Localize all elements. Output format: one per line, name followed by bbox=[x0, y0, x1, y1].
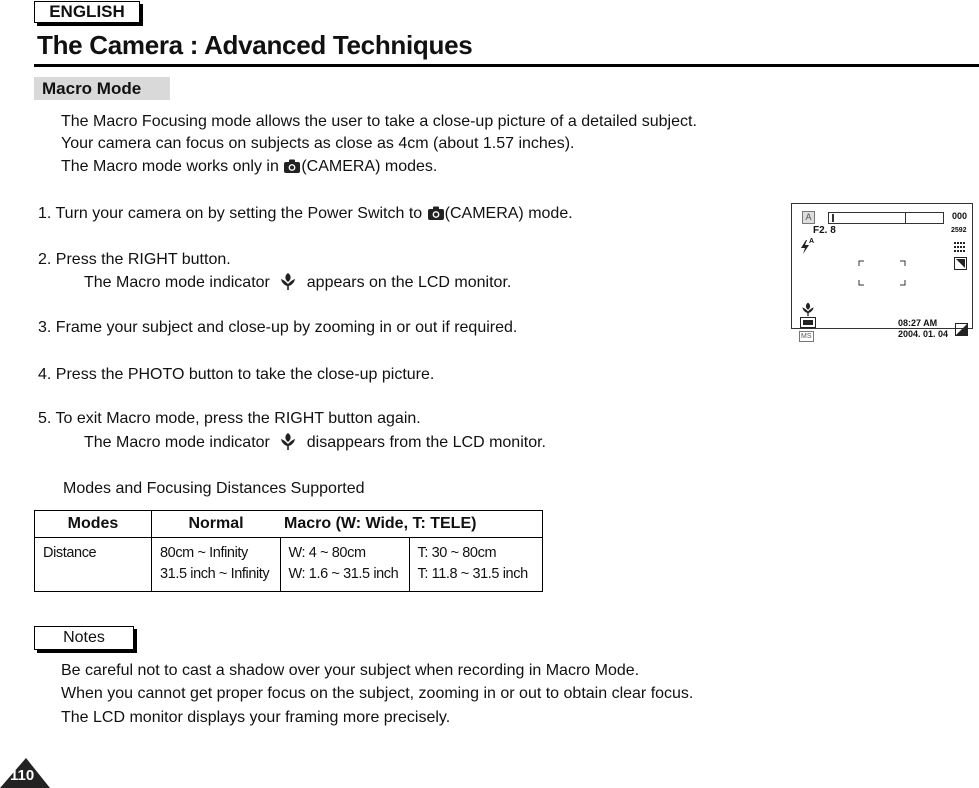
macro-flower-icon bbox=[278, 431, 298, 451]
table-header-row bbox=[35, 511, 543, 538]
page-number: 110 bbox=[10, 767, 35, 784]
focus-distance-table bbox=[34, 510, 543, 592]
camera-icon bbox=[283, 158, 301, 174]
macro-flower-icon bbox=[800, 301, 816, 317]
exposure-icon bbox=[955, 323, 968, 336]
language-tab: ENGLISH bbox=[34, 1, 140, 23]
shot-count: 000 bbox=[952, 211, 968, 221]
table-caption: Modes and Focusing Distances Supported bbox=[63, 480, 365, 497]
intro-line-2: Your camera can focus on subjects as close as 4cm (about 1.57 inches). bbox=[61, 135, 575, 152]
note-line-2: When you cannot get proper focus on the subject, zooming in or out to obtain clear focus. bbox=[61, 685, 694, 702]
camera-icon bbox=[427, 205, 445, 221]
aperture-value: F2. 8 bbox=[813, 225, 836, 236]
memory-stick-indicator: MS bbox=[801, 333, 812, 340]
cell-tele: T: 30 ~ 80cm T: 11.8 ~ 31.5 inch bbox=[417, 545, 528, 582]
cell-wide: W: 4 ~ 80cm W: 1.6 ~ 31.5 inch bbox=[280, 538, 409, 592]
metering-icon bbox=[800, 317, 816, 328]
col-normal: Normal bbox=[152, 511, 281, 538]
focus-frame bbox=[852, 258, 912, 288]
mode-indicator: A bbox=[802, 211, 815, 224]
intro-line-3: The Macro mode works only in (CAMERA) modes. bbox=[61, 158, 438, 175]
cell-normal: 80cm ~ Infinity 31.5 inch ~ Infinity bbox=[152, 538, 281, 592]
lcd-monitor-preview bbox=[791, 203, 973, 340]
table-row bbox=[35, 538, 543, 592]
row-label: Distance bbox=[35, 538, 152, 592]
quality-icon bbox=[954, 242, 966, 254]
step-5-detail: The Macro mode indicator disappears from the LCD monitor. bbox=[84, 431, 546, 454]
page-title: The Camera : Advanced Techniques bbox=[37, 30, 473, 60]
sharpness-icon bbox=[954, 257, 967, 270]
macro-flower-icon bbox=[278, 271, 298, 291]
notes-label: Notes bbox=[34, 626, 134, 650]
lcd-date: 2004. 01. 04 bbox=[898, 329, 949, 339]
step-1: 1. Turn your camera on by setting the Power Switch to (CAMERA) mode. bbox=[38, 205, 573, 222]
step-2: 2. Press the RIGHT button. bbox=[38, 251, 231, 268]
note-line-3: The LCD monitor displays your framing more precisely. bbox=[61, 709, 451, 726]
section-heading: Macro Mode bbox=[34, 77, 170, 100]
lcd-time: 08:27 AM bbox=[898, 318, 938, 328]
note-line-1: Be careful not to cast a shadow over your subject when recording in Macro Mode. bbox=[61, 662, 640, 679]
col-modes: Modes bbox=[35, 511, 152, 538]
step-4: 4. Press the PHOTO button to take the close-up picture. bbox=[38, 366, 435, 383]
zoom-bar bbox=[828, 212, 944, 224]
intro-line-1: The Macro Focusing mode allows the user to take a close-up picture of a detailed subject. bbox=[61, 113, 697, 130]
col-macro: Macro (W: Wide, T: TELE) bbox=[280, 511, 542, 538]
step-2-detail: The Macro mode indicator appears on the LCD monitor. bbox=[84, 271, 511, 294]
resolution-value: 2592 bbox=[951, 227, 967, 234]
title-divider bbox=[34, 64, 979, 67]
flash-auto-indicator: A bbox=[800, 240, 810, 259]
step-3: 3. Frame your subject and close-up by zooming in or out if required. bbox=[38, 319, 518, 336]
step-5: 5. To exit Macro mode, press the RIGHT button again. bbox=[38, 410, 421, 427]
